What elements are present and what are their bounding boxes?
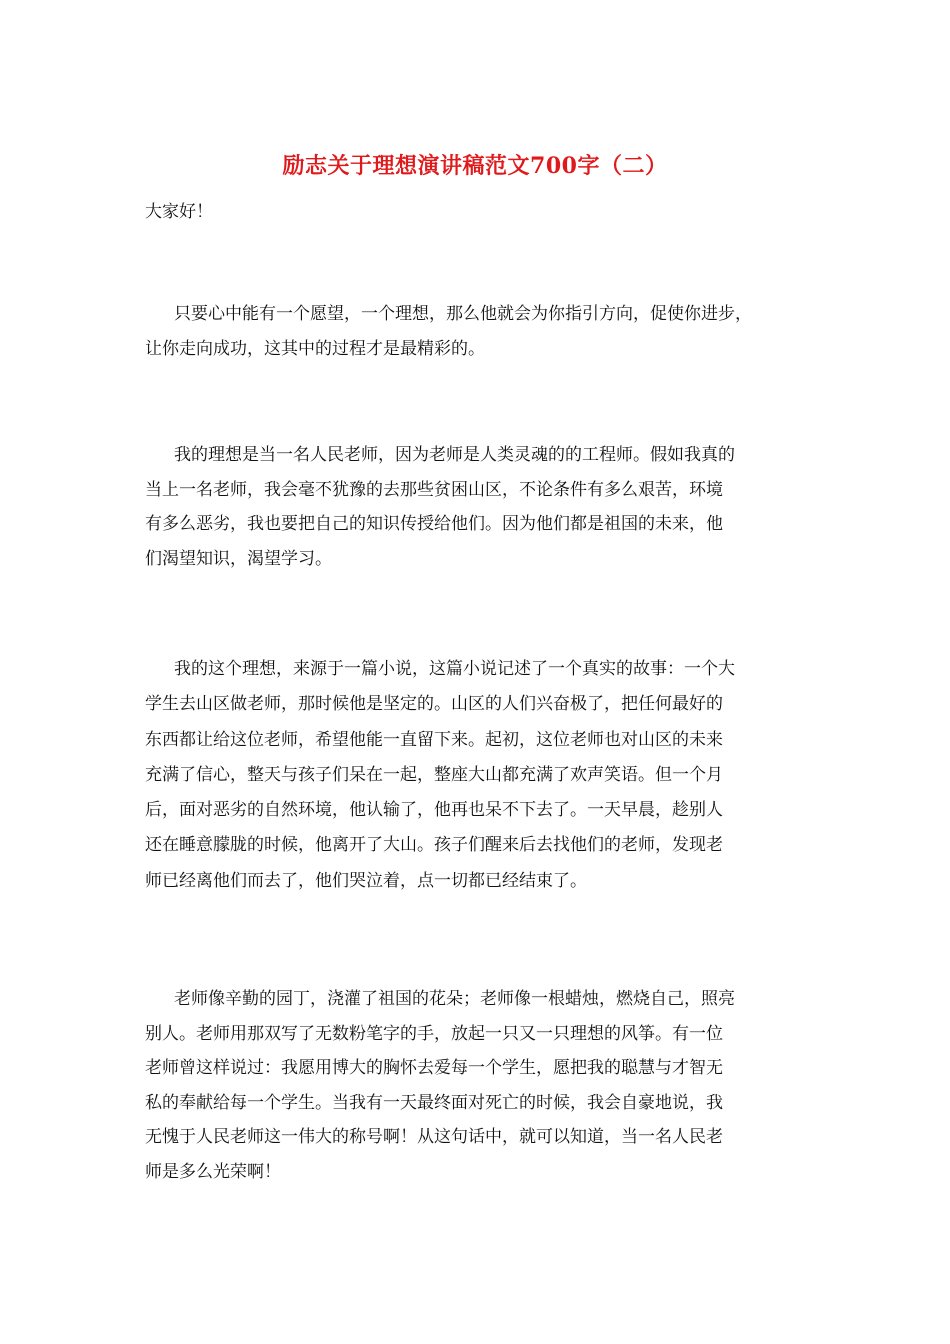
paragraph-line: 私的奉献给每一个学生。当我有一天最终面对死亡的时候，我会自豪地说，我 xyxy=(145,1092,723,1113)
greeting: 大家好！ xyxy=(145,202,213,222)
paragraph-line: 们渴望知识，渴望学习。 xyxy=(145,548,332,569)
paragraph-line: 师是多么光荣啊！ xyxy=(145,1161,281,1182)
document-title: 励志关于理想演讲稿范文700字（二） xyxy=(282,153,668,179)
paragraph-line: 充满了信心，整天与孩子们呆在一起，整座大山都充满了欢声笑语。但一个月 xyxy=(145,764,723,785)
paragraph-line: 还在睡意朦胧的时候，他离开了大山。孩子们醒来后去找他们的老师，发现老 xyxy=(145,835,723,856)
paragraph-line: 我的理想是当一名人民老师，因为老师是人类灵魂的的工程师。假如我真的 xyxy=(174,445,735,465)
paragraph-2 xyxy=(145,438,810,576)
paragraph-line: 有多么恶劣，我也要把自己的知识传授给他们。因为他们都是祖国的未来，他 xyxy=(145,514,723,535)
paragraph-1 xyxy=(145,297,810,367)
paragraph-line: 无愧于人民老师这一伟大的称号啊！从这句话中，就可以知道，当一名人民老 xyxy=(145,1127,723,1148)
paragraph-4 xyxy=(145,982,810,1190)
paragraph-line: 老师像辛勤的园丁，浇灌了祖国的花朵；老师像一根蜡烛，燃烧自己，照亮 xyxy=(174,989,735,1009)
paragraph-line: 只要心中能有一个愿望，一个理想，那么他就会为你指引方向，促使你进步， xyxy=(174,304,752,324)
paragraph-line: 师已经离他们而去了，他们哭泣着，点一切都已经结束了。 xyxy=(145,870,587,891)
paragraph-line: 后，面对恶劣的自然环境，他认输了，他再也呆不下去了。一天早晨，趁别人 xyxy=(145,800,723,821)
paragraph-line: 别人。老师用那双写了无数粉笔字的手，放起一只又一只理想的风筝。有一位 xyxy=(145,1023,723,1044)
paragraph-line: 东西都让给这位老师，希望他能一直留下来。起初，这位老师也对山区的未来 xyxy=(145,729,723,750)
paragraph-line: 学生去山区做老师，那时候他是坚定的。山区的人们兴奋极了，把任何最好的 xyxy=(145,694,723,715)
paragraph-line: 让你走向成功，这其中的过程才是最精彩的。 xyxy=(145,339,485,359)
paragraph-3 xyxy=(145,652,810,899)
paragraph-line: 老师曾这样说过：我愿用博大的胸怀去爱每一个学生，愿把我的聪慧与才智无 xyxy=(145,1058,723,1079)
paragraph-line: 当上一名老师，我会毫不犹豫的去那些贫困山区，不论条件有多么艰苦，环境 xyxy=(145,479,723,500)
paragraph-line: 我的这个理想，来源于一篇小说，这篇小说记述了一个真实的故事：一个大 xyxy=(174,659,735,679)
